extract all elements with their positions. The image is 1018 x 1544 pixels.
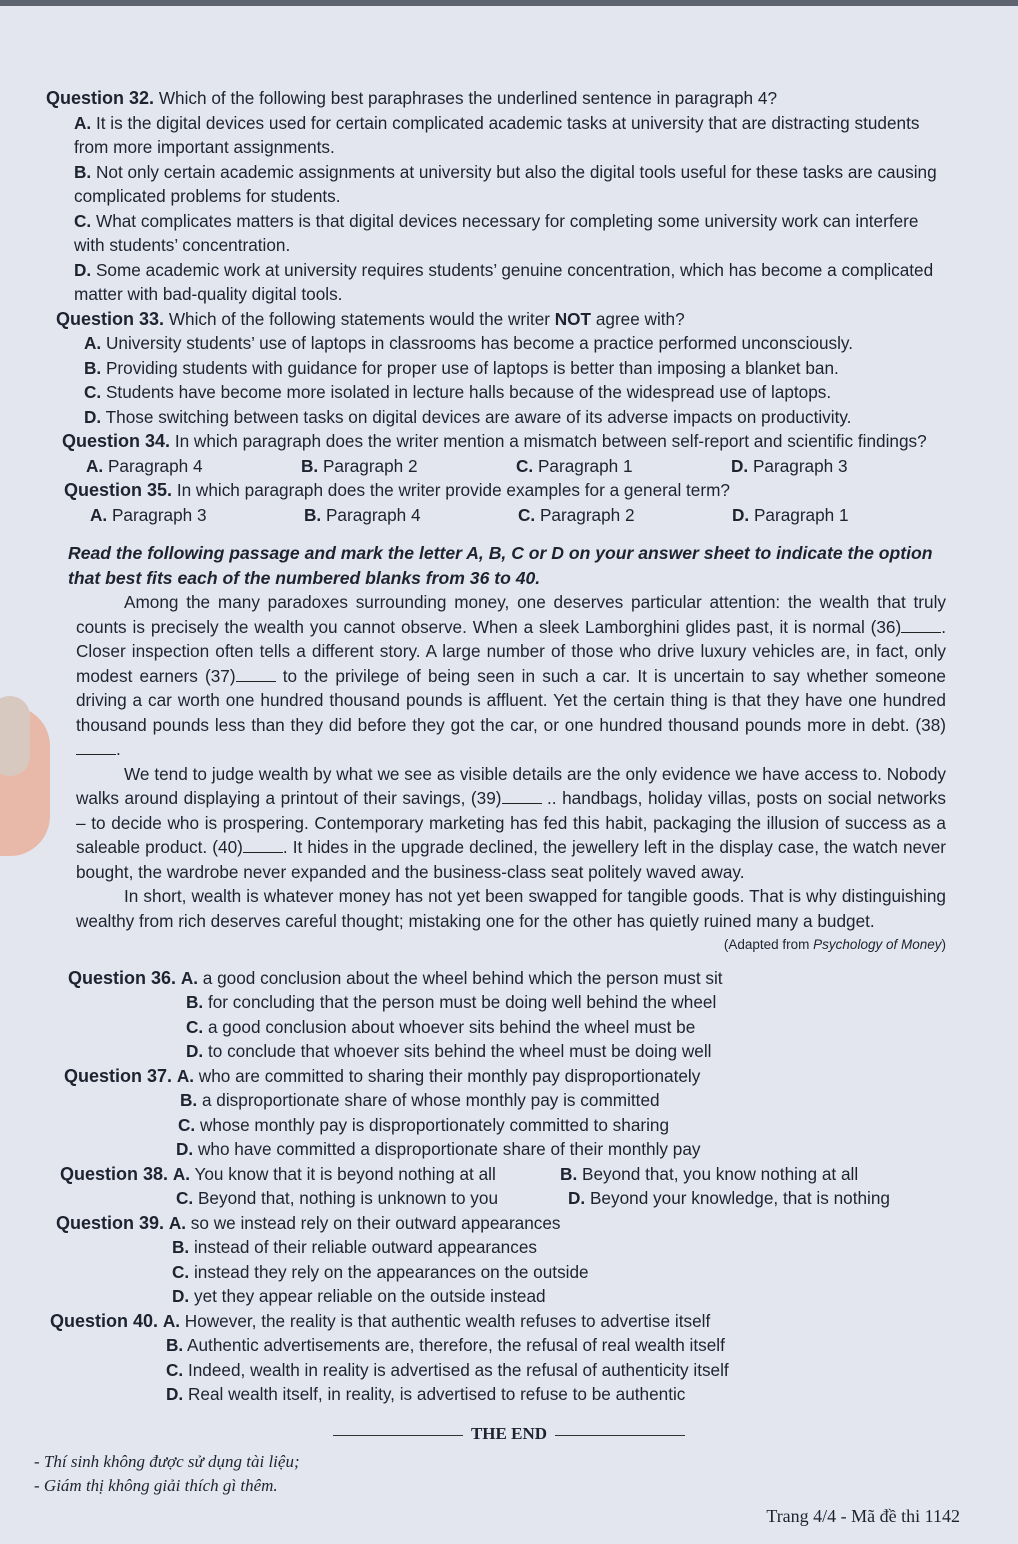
option-text: Real wealth itself, in reality, is advertised to refuse to be authentic (187, 1384, 686, 1404)
option-text: Beyond your knowledge, that is nothing (589, 1188, 890, 1208)
q35-option-d (732, 503, 946, 528)
option-key: D. (74, 259, 92, 280)
option-text: Paragraph 1 (537, 455, 633, 476)
option-text: Beyond that, you know nothing at all (582, 1163, 859, 1184)
option-key: B. (304, 504, 322, 525)
option-text: Indeed, wealth in reality is advertised as the refusal of authenticity itself (187, 1359, 729, 1380)
q40-option-d (166, 1382, 946, 1407)
option-text: a good conclusion about whoever sits behind the wheel must be (207, 1016, 696, 1037)
q34-options (86, 454, 946, 479)
q33-option-b (84, 356, 946, 381)
option-key: C. (518, 504, 536, 525)
question-34 (62, 429, 946, 454)
q38-option-b (560, 1162, 858, 1187)
q32-option-a (74, 111, 946, 160)
exam-page (0, 6, 1018, 1544)
q32-option-c (74, 209, 946, 258)
page-info: Trang 4/4 - Mã đề thi 1142 (766, 1506, 960, 1526)
passage-text: . Closer inspection often tells a different story. A large number of those who drive luxury vehicles are, in fact, only modest earners (37) (76, 616, 946, 686)
question-40 (50, 1309, 946, 1334)
the-end-marker (0, 1424, 1018, 1444)
question-label: Question 38. (60, 1163, 169, 1184)
note-line: - Giám thị không giải thích gì thêm. (34, 1476, 278, 1495)
option-key: B. (74, 161, 92, 182)
question-stem: In which paragraph does the writer provide examples for a general term? (176, 480, 730, 500)
divider (555, 1435, 685, 1436)
option-key: B. (560, 1163, 578, 1184)
q33-option-c (84, 380, 946, 405)
q34-option-c (516, 454, 731, 479)
option-text: Paragraph 4 (107, 455, 203, 476)
question-36 (68, 966, 946, 991)
option-text: Paragraph 3 (111, 504, 207, 525)
q34-option-d (731, 454, 946, 479)
question-label: Question 36. (68, 967, 177, 988)
option-key: D. (731, 455, 749, 476)
option-text: Students have become more isolated in lecture halls because of the widespread use of laptops. (105, 382, 832, 402)
source-text: ) (941, 937, 946, 952)
passage-text: to the privilege of being seen in such a car. It is uncertain to say whether someone driving a car worth one hundred thousand pounds is affluent. Yet the certain thing is that they have one hundred thousand pounds less than they did before they got the car, or one hundred thousand pounds more in debt. (38) (76, 665, 946, 735)
option-text: who are committed to sharing their monthly pay disproportionately (198, 1065, 701, 1086)
option-key: A. (180, 967, 198, 988)
question-label: Question 35. (64, 480, 173, 500)
passage-text: We tend to judge wealth by what we see as visible details are the only evidence we have access to. Nobody walks around displaying a printout of their savings, (39) (76, 763, 946, 808)
question-32 (46, 86, 946, 111)
question-label: Question 39. (56, 1212, 165, 1233)
option-text: Not only certain academic assignments at university but also the digital tools useful for these tasks are causing complicated problems for students. (74, 161, 937, 206)
q36-option-b (186, 990, 946, 1015)
q33-option-d (84, 405, 946, 430)
question-label: Question 40. (50, 1310, 159, 1331)
option-key: C. (186, 1016, 204, 1037)
option-text: Some academic work at university requires students’ genuine concentration, which has become a complicated matter with bad-quality digital tools. (74, 259, 934, 304)
blank-36 (901, 618, 941, 633)
q35-option-b (304, 503, 518, 528)
question-stem: Which of the following best paraphrases the underlined sentence in paragraph 4? (158, 88, 778, 108)
q40-option-c (166, 1358, 946, 1383)
option-text: Those switching between tasks on digital devices are aware of its adverse impacts on productivity. (105, 406, 852, 427)
option-text: so we instead rely on their outward appearances (190, 1212, 561, 1233)
source-title: Psychology of Money (813, 937, 942, 952)
exam-notes (34, 1450, 300, 1498)
option-key: A. (74, 112, 92, 133)
passage-text: Among the many paradoxes surrounding money, one deserves particular attention: the wealth that truly counts is precisely the wealth you cannot observe. When a sleek Lamborghini glides past, it is normal (36) (76, 592, 946, 637)
option-text: However, the reality is that authentic wealth refuses to advertise itself (184, 1310, 711, 1331)
option-key: A. (86, 455, 104, 476)
option-key: C. (178, 1114, 196, 1135)
q37-option-c (178, 1113, 946, 1138)
option-key: A. (176, 1065, 194, 1086)
option-text: Paragraph 3 (752, 455, 848, 476)
option-text: What complicates matters is that digital devices necessary for completing some university work can interfere with students’ concentration. (74, 210, 919, 255)
blank-38 (76, 740, 116, 755)
option-text: a good conclusion about the wheel behind which the person must sit (202, 967, 723, 988)
option-text: Paragraph 4 (325, 504, 421, 525)
option-key: C. (516, 455, 534, 476)
exam-content (46, 86, 946, 1407)
passage-text: . (116, 739, 121, 759)
q32-option-d (74, 258, 946, 307)
question-label: Question 34. (62, 431, 171, 451)
option-key: D. (166, 1384, 184, 1404)
question-label: Question 33. (56, 308, 165, 329)
option-key: D. (172, 1286, 190, 1306)
option-key: B. (84, 357, 102, 378)
option-key: A. (168, 1212, 186, 1233)
option-key: A. (162, 1310, 180, 1331)
question-stem-post: agree with? (591, 308, 685, 329)
option-key: C. (84, 382, 102, 402)
option-key: D. (176, 1139, 194, 1159)
q39-option-c (172, 1260, 946, 1285)
section-instruction: Read the following passage and mark the letter A, B, C or D on your answer sheet to indicate the option that best fits each of the numbered blanks from 36 to 40. (68, 543, 933, 588)
question-label: Question 37. (64, 1065, 173, 1086)
q38-option-d (568, 1186, 890, 1211)
option-key: D. (186, 1041, 204, 1061)
option-key: D. (568, 1188, 586, 1208)
passage-paragraph-3 (76, 884, 946, 933)
question-37 (64, 1064, 946, 1089)
option-key: C. (74, 210, 92, 231)
option-text: who have committed a disproportionate share of their monthly pay (197, 1139, 701, 1159)
option-text: yet they appear reliable on the outside instead (193, 1286, 546, 1306)
question-39 (56, 1211, 946, 1236)
question-stem: In which paragraph does the writer mention a mismatch between self-report and scientific findings? (174, 431, 927, 451)
option-text: to conclude that whoever sits behind the wheel must be doing well (207, 1041, 712, 1061)
question-33 (56, 307, 946, 332)
passage-text: .. handbags, holiday villas, posts on social networks – to decide who is prospering. Contemporary marketing has fed this habit, packaging the illusion of success as a saleable product. (40) (76, 788, 946, 857)
option-key: C. (176, 1188, 194, 1208)
option-text: It is the digital devices used for certain complicated academic tasks at university that are distracting students from more important assignments. (74, 112, 920, 157)
option-key: C. (172, 1261, 190, 1282)
option-text: Beyond that, nothing is unknown to you (197, 1188, 499, 1208)
q39-option-b (172, 1235, 946, 1260)
q35-option-a (90, 503, 304, 528)
q37-option-b (180, 1088, 946, 1113)
passage-paragraph-2 (76, 762, 946, 885)
option-text: University students’ use of laptops in classrooms has become a practice performed unconsciously. (105, 333, 854, 353)
q33-option-a (84, 331, 946, 356)
option-key: A. (90, 504, 108, 525)
q34-option-b (301, 454, 516, 479)
option-text: Paragraph 1 (753, 504, 849, 525)
blank-39 (502, 789, 542, 804)
divider (333, 1435, 463, 1436)
passage-text: In short, wealth is whatever money has not yet been swapped for tangible goods. That is why distinguishing wealthy from rich deserves careful thought; mistaking one for the other has quietly ruined many a budget. (76, 886, 946, 931)
blank-37 (236, 667, 276, 682)
q34-option-a (86, 454, 301, 479)
option-text: instead of their reliable outward appearances (193, 1237, 537, 1257)
option-text: Paragraph 2 (322, 455, 418, 476)
q32-option-b (74, 160, 946, 209)
option-text: whose monthly pay is disproportionately committed to sharing (199, 1114, 670, 1135)
option-text: Authentic advertisements are, therefore, the refusal of real wealth itself (187, 1335, 725, 1355)
source-text: (Adapted from (723, 937, 814, 952)
q36-option-c (186, 1015, 946, 1040)
option-key: B. (301, 455, 319, 476)
option-key: C. (166, 1359, 184, 1380)
passage-text: . It hides in the upgrade declined, the jewellery left in the display case, the watch never bought, the wardrobe never expanded and the business-class seat politely waved away. (76, 837, 946, 882)
passage-source (46, 933, 946, 958)
the-end-text: THE END (470, 1424, 548, 1443)
option-key: B. (180, 1090, 198, 1110)
blank-40 (243, 838, 283, 853)
q37-option-d (176, 1137, 946, 1162)
option-text: You know that it is beyond nothing at all (194, 1163, 496, 1184)
question-38 (60, 1162, 946, 1187)
question-35 (64, 478, 946, 503)
q35-option-c (518, 503, 732, 528)
option-text: a disproportionate share of whose monthly pay is committed (201, 1090, 660, 1110)
option-key: B. (172, 1237, 190, 1257)
option-key: B. (166, 1335, 184, 1355)
option-text: Providing students with guidance for proper use of laptops is better than imposing a blanket ban. (105, 357, 839, 378)
q35-options (90, 503, 946, 528)
q40-option-b (166, 1333, 946, 1358)
option-text: instead they rely on the appearances on the outside (193, 1261, 589, 1282)
answer-block (50, 966, 946, 1407)
option-key: D. (732, 504, 750, 525)
question-stem-pre: Which of the following statements would the writer (168, 308, 555, 329)
passage-paragraph-1 (76, 590, 946, 762)
option-key: B. (186, 992, 204, 1012)
option-key: A. (84, 333, 102, 353)
note-line: - Thí sinh không được sử dụng tài liệu; (34, 1452, 300, 1471)
option-key: A. (172, 1163, 190, 1184)
option-text: Paragraph 2 (539, 504, 635, 525)
q39-option-d (172, 1284, 946, 1309)
q36-option-d (186, 1039, 946, 1064)
q38-row-2 (176, 1186, 946, 1211)
option-key: D. (84, 406, 102, 427)
question-label: Question 32. (46, 88, 155, 108)
option-text: for concluding that the person must be doing well behind the wheel (207, 992, 717, 1012)
fingernail-overlay (0, 696, 30, 776)
question-stem-emphasis: NOT (554, 308, 592, 329)
